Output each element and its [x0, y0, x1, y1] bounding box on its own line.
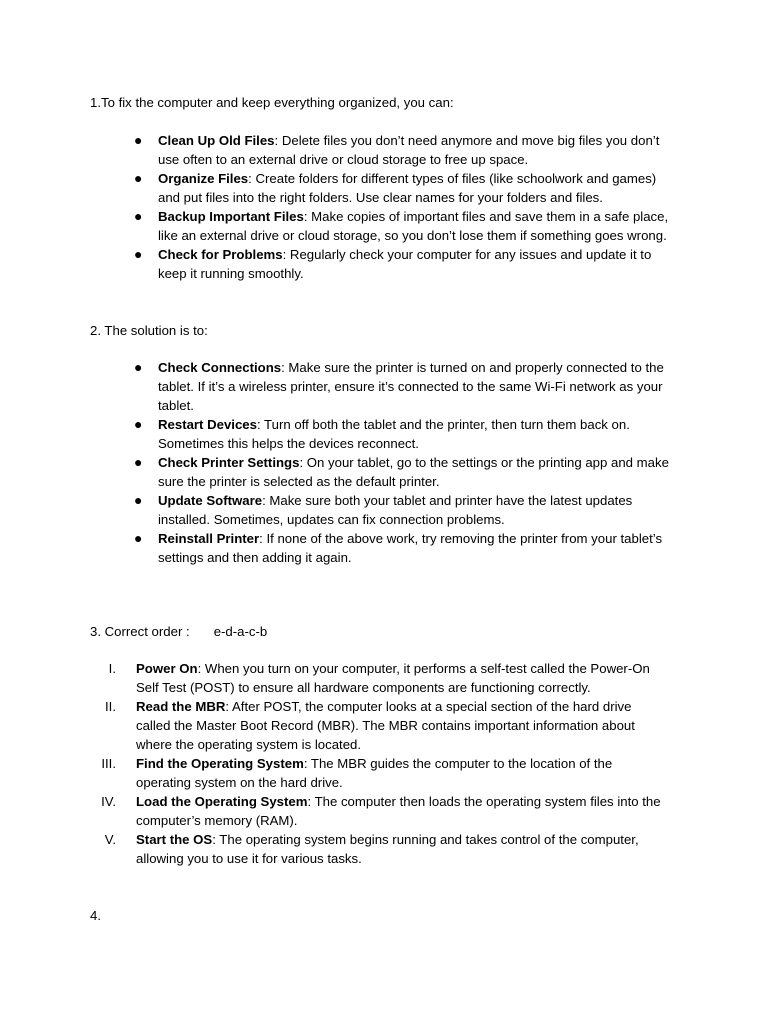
section1-intro: 1.To fix the computer and keep everything organized, you can: [90, 95, 454, 110]
item-text: : If none of the above work, try removing the printer from your tablet’s settings and then adding it again. [158, 531, 663, 565]
item-text: : Delete files you don’t need anymore and move big files you don’t use often to an external drive or cloud storage to free up space. [158, 133, 660, 167]
item-text: : The MBR guides the computer to the location of the operating system on the hard drive. [136, 756, 613, 790]
bullet-icon: ● [134, 208, 143, 224]
section1-list [0, 131, 768, 283]
item-text: : The computer then loads the operating system files into the computer’s memory (RAM). [136, 794, 661, 828]
item-term: Read the MBR [136, 699, 226, 714]
roman-numeral: III. [101, 756, 116, 771]
bullet-icon: ● [134, 454, 143, 470]
bullet-icon: ● [134, 246, 143, 262]
item-term: Load the Operating System [136, 794, 308, 809]
list-item [0, 754, 768, 792]
item-text: : Make sure both your tablet and printer have the latest updates installed. Sometimes, updates can fix connection problems. [158, 493, 633, 527]
list-item [0, 453, 768, 491]
list-item [0, 169, 768, 207]
bullet-icon: ● [134, 132, 143, 148]
bullet-icon: ● [134, 359, 143, 375]
item-text: : After POST, the computer looks at a special section of the hard drive called the Master Boot Record (MBR). The MBR contains important information about where the operating system is located. [136, 699, 635, 752]
list-item [0, 491, 768, 529]
item-term: Restart Devices [158, 417, 257, 432]
list-item [0, 207, 768, 245]
list-item [0, 830, 768, 868]
item-term: Clean Up Old Files [158, 133, 275, 148]
item-term: Update Software [158, 493, 263, 508]
list-item [0, 131, 768, 169]
item-term: Backup Important Files [158, 209, 304, 224]
section3-heading [90, 622, 267, 641]
item-term: Start the OS [136, 832, 213, 847]
item-text: : Make sure the printer is turned on and properly connected to the tablet. If it’s a wireless printer, ensure it’s connected to the same Wi-Fi network as your tablet. [158, 360, 664, 413]
item-term: Check Printer Settings [158, 455, 300, 470]
roman-numeral: I. [108, 661, 116, 676]
roman-numeral: II. [105, 699, 116, 714]
item-term: Find the Operating System [136, 756, 304, 771]
bullet-icon: ● [134, 416, 143, 432]
roman-numeral: IV. [101, 794, 116, 809]
section2-intro: 2. The solution is to: [90, 323, 208, 338]
section3-answer: e-d-a-c-b [213, 624, 268, 639]
list-item [0, 792, 768, 830]
roman-numeral: V. [104, 832, 116, 847]
list-item [0, 245, 768, 283]
item-text: : Create folders for different types of files (like schoolwork and games) and put files into the right folders. Use clear names for your folders and files. [158, 171, 657, 205]
item-text: : Turn off both the tablet and the printer, then turn them back on. Sometimes this helps the devices reconnect. [158, 417, 630, 451]
item-term: Reinstall Printer [158, 531, 260, 546]
bullet-icon: ● [134, 170, 143, 186]
item-text: : Regularly check your computer for any issues and update it to keep it running smoothly. [158, 247, 652, 281]
list-item [0, 529, 768, 567]
section3-list [0, 659, 768, 868]
list-item [0, 697, 768, 754]
list-item [0, 659, 768, 697]
item-text: : Make copies of important files and save them in a safe place, like an external drive or cloud storage, so you don’t lose them if something goes wrong. [158, 209, 669, 243]
item-term: Power On [136, 661, 198, 676]
item-term: Organize Files [158, 171, 249, 186]
section3-label: 3. Correct order : [90, 624, 190, 639]
item-term: Check Connections [158, 360, 282, 375]
item-term: Check for Problems [158, 247, 283, 262]
list-item [0, 415, 768, 453]
item-text: : When you turn on your computer, it performs a self-test called the Power-On Self Test (POST) to ensure all hardware components are functioning correctly. [136, 661, 650, 695]
section2-list [0, 358, 768, 567]
item-text: : The operating system begins running and takes control of the computer, allowing you to use it for various tasks. [136, 832, 639, 866]
item-text: : On your tablet, go to the settings or the printing app and make sure the printer is selected as the default printer. [158, 455, 669, 489]
bullet-icon: ● [134, 492, 143, 508]
bullet-icon: ● [134, 530, 143, 546]
list-item [0, 358, 768, 415]
section4-label: 4. [90, 908, 101, 923]
